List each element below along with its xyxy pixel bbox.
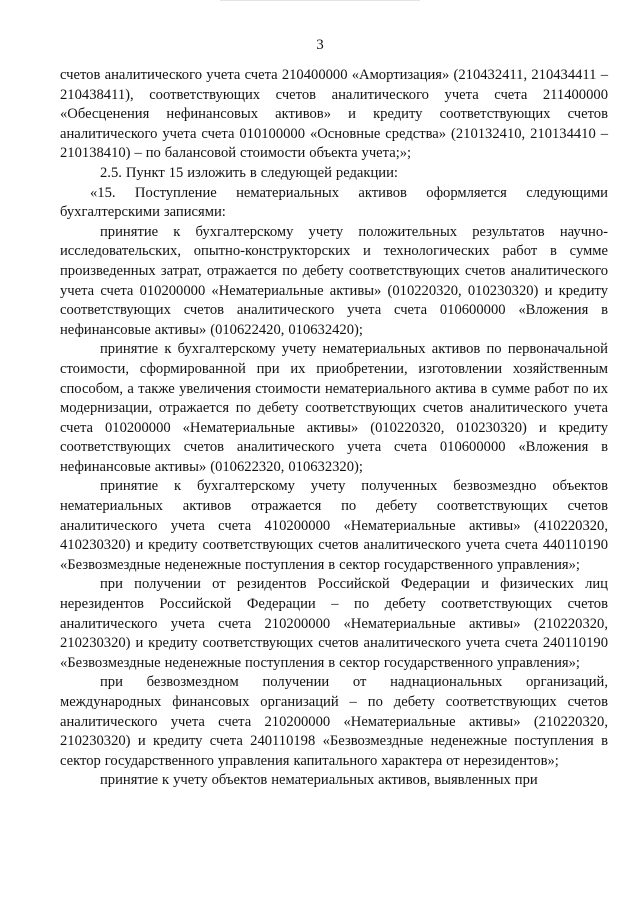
paragraph-supranational: при безвозмездном получении от наднациональных организаций, международных финансовых организаций – по дебету соответствующих счетов аналитического учета счета 210200000 «Нематериальные активы» (210220320, 210230320) и кредиту счета 240110198 «Безвозмездные неденежные поступления в сектор государственного управления капитального характера от нерезидентов»; [60,674,608,769]
page-number: 3 [316,37,324,53]
paragraph-identified-objects: принятие к учету объектов нематериальных активов, выявленных при [100,772,538,789]
paragraph-clause-15: «15. Поступление нематериальных активов оформляется следующими бухгалтерскими записями: [60,184,608,221]
scan-edge-line [220,0,420,1]
paragraph-section-heading: 2.5. Пункт 15 изложить в следующей редакции: [100,164,398,181]
paragraph-residents: при получении от резидентов Российской Федерации и физических лиц нерезидентов Российской Федерации – по дебету соответствующих счетов аналитического учета счета 210200000 «Нематериальные активы» (210220320, 210230320) и кредиту соответствующих счетов аналитического учета счета 240110190 «Безвозмездные неденежные поступления в сектор государственного управления»; [60,576,608,671]
paragraph-continuation: счетов аналитического учета счета 210400000 «Амортизация» (210432411, 210434411 – 210438411), соответствующих счетов аналитического учета счета 211400000 «Обесценения нефинансовых активов» и кредиту соответствующих счетов аналитического учета счета 010100000 «Основные средства» (210132410, 210134410 – 210138410) – по балансовой стоимости объекта учета;»; [60,67,608,162]
document-body [60,66,608,791]
paragraph-rd-results: принятие к бухгалтерскому учету положительных результатов научно-исследовательских, опытно-конструкторских и технологических работ в сумме произведенных затрат, отражается по дебету соответствующих счетов аналитического учета счета 010200000 «Нематериальные активы» (010220320, 010230320) и кредиту соответствующих счетов аналитического учета счета 010600000 «Вложения в нефинансовые активы» (010622420, 010632420); [60,223,608,338]
paragraph-initial-cost: принятие к бухгалтерскому учету нематериальных активов по первоначальной стоимости, сформированной при их приобретении, изготовлении хозяйственным способом, а также увеличения стоимости нематериального актива в сумме работ по их модернизации, отражается по дебету соответствующих счетов аналитического учета счета 010200000 «Нематериальные активы» (010220320, 010230320) и кредиту соответствующих счетов аналитического учета счета 010600000 «Вложения в нефинансовые активы» (010622320, 010632320); [60,341,608,475]
paragraph-free-receipt: принятие к бухгалтерскому учету полученных безвозмездно объектов нематериальных активов отражается по дебету соответствующих счетов аналитического учета счета 410200000 «Нематериальные активы» (410220320, 410230320) и кредиту соответствующих счетов аналитического учета счета 440110190 «Безвозмездные неденежные поступления в сектор государственного управления»; [60,478,608,573]
